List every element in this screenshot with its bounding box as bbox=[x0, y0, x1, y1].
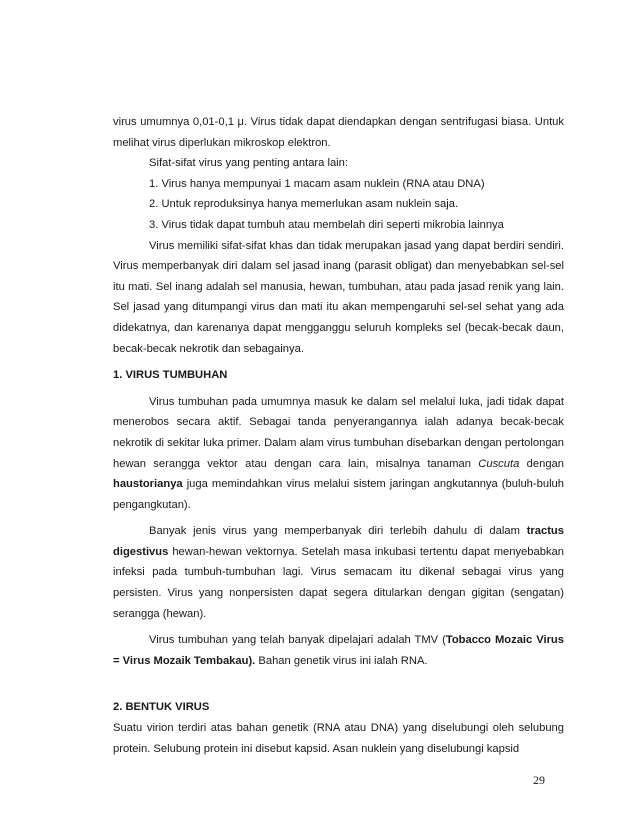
page-number: 29 bbox=[533, 773, 545, 787]
properties-list bbox=[113, 174, 564, 236]
text-segment: dengan bbox=[519, 457, 564, 470]
properties-intro: Sifat-sifat virus yang penting antara lain: bbox=[149, 157, 348, 170]
text-segment: Bahan genetik virus ini ialah RNA. bbox=[255, 654, 428, 667]
page-content bbox=[113, 112, 564, 759]
tmv-paragraph bbox=[113, 630, 564, 671]
intro-paragraph: virus umumnya 0,01-0,1 μ. Virus tidak dapat diendapkan dengan sentrifugasi biasa. Untuk melihat virus diperlukan mikroskop elektron. bbox=[113, 116, 564, 149]
persistent-virus-paragraph bbox=[113, 521, 564, 624]
section-heading-bentuk-virus: 2. BENTUK VIRUS bbox=[113, 701, 210, 714]
text-segment: Virus tumbuhan pada umumnya masuk ke dalam sel melalui luka, jadi tidak dapat menerobos secara aktif. Sebagai tanda penyerangannya ialah adanya becak-becak nekrotik di sekitar luka primer. Dalam alam virus tumbuhan disebarkan dengan pertolongan hewan serangga vektor atau dengan cara lain, misalnya tanaman bbox=[113, 395, 564, 470]
text-segment: hewan-hewan vektornya. Setelah masa inkubasi tertentu dapat menyebabkan infeksi pada tumbuh-tumbuhan lagi. Virus semacam itu dikenal sebagai virus yang persisten. Virus yang nonpersisten dapat segera ditularkan dengan gigitan (sengatan) serangga (hewan). bbox=[113, 545, 564, 620]
list-item: 2. Untuk reproduksinya hanya memerlukan asam nuklein saja. bbox=[149, 198, 459, 211]
list-item: 1. Virus hanya mempunyai 1 macam asam nuklein (RNA atau DNA) bbox=[149, 177, 485, 190]
plant-virus-paragraph bbox=[113, 392, 564, 516]
text-segment: juga memindahkan virus melalui sistem jaringan angkutannya (buluh-buluh pengangkutan). bbox=[113, 478, 564, 511]
cuscuta-term: Cuscuta bbox=[478, 457, 520, 470]
haustoria-term: haustorianya bbox=[113, 478, 183, 491]
list-item: 3. Virus tidak dapat tumbuh atau membelah diri seperti mikrobia lainnya bbox=[149, 218, 504, 231]
tmv-term: Tobacco Mozaic Virus = Virus Mozaik Tembakau). bbox=[113, 634, 564, 667]
text-segment: Banyak jenis virus yang memperbanyak diri terlebih dahulu di dalam bbox=[149, 525, 527, 538]
virus-characteristics-paragraph: Virus memiliki sifat-sifat khas dan tidak merupakan jasad yang dapat berdiri sendiri. Virus memperbanyak diri dalam sel jasad inang (parasit obligat) dan menyebabkan sel-sel itu mati. Sel inang adalah sel manusia, hewan, tumbuhan, atau pada jasad renik yang lain. Sel jasad yang ditumpangi virus dan mati itu akan mempengaruhi sel-sel sehat yang ada didekatnya, dan karenanya dapat mengganggu seluruh kompleks sel (becak-becak daun, becak-becak nekrotik dan sebagainya. bbox=[113, 239, 564, 355]
virion-paragraph: Suatu virion terdiri atas bahan genetik (RNA atau DNA) yang diselubungi oleh selubung protein. Selubung protein ini disebut kapsid. Asan nuklein yang diselubungi kapsid bbox=[113, 722, 564, 755]
tractus-digestivus-term: tractus digestivus bbox=[113, 525, 564, 558]
text-segment: Virus tumbuhan yang telah banyak dipelajari adalah TMV ( bbox=[149, 634, 446, 647]
section-heading-virus-tumbuhan: 1. VIRUS TUMBUHAN bbox=[113, 369, 228, 382]
